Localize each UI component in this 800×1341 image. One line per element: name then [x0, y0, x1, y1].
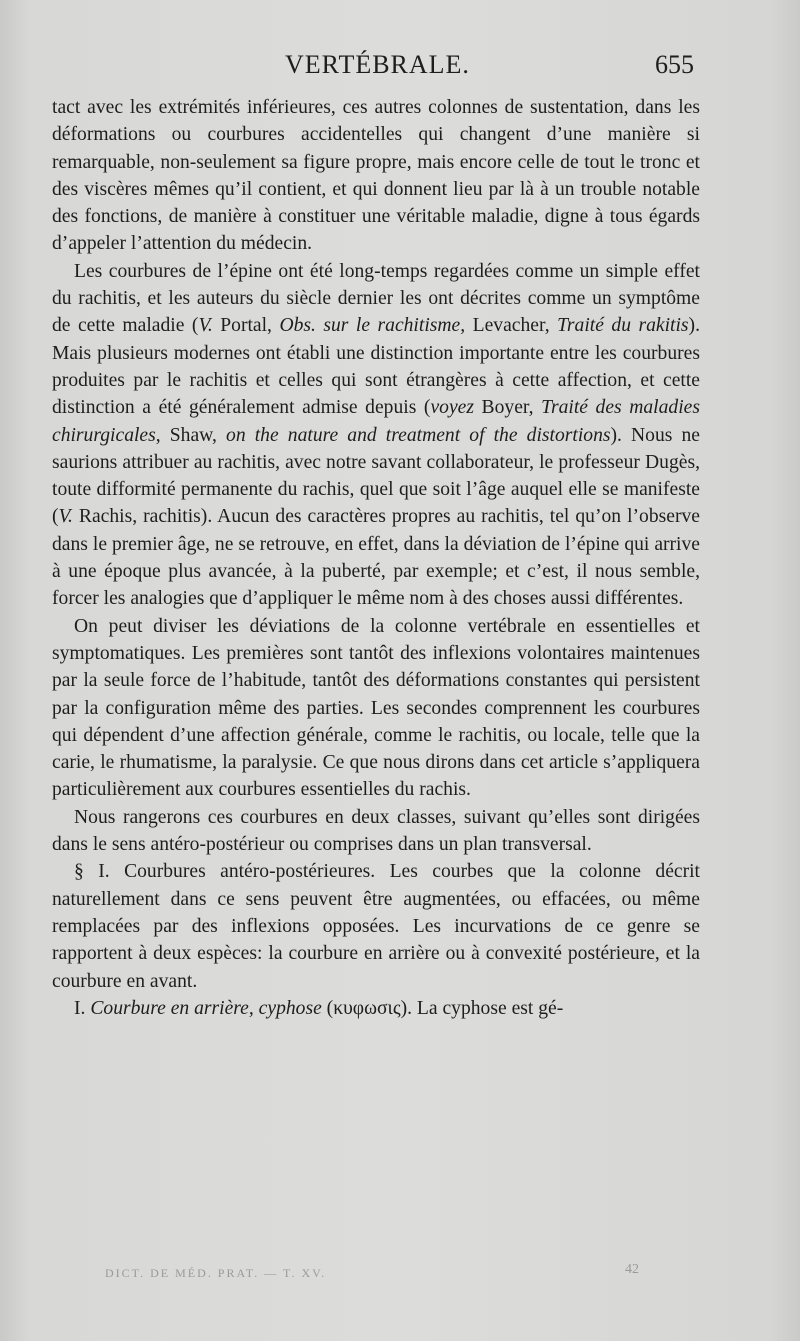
- text-run: (κυφωσις). La cyphose est gé-: [321, 997, 564, 1019]
- text-run: Nous rangerons ces courbures en deux classes, suivant qu’elles sont dirigées dans le sens antéro-postérieur ou comprises dans un plan transversal.: [52, 806, 700, 856]
- paragraph: [52, 258, 700, 613]
- text-run: On peut diviser les déviations de la colonne vertébrale en essentielles et symptomatiques. Les premières sont tantôt des inflexions volontaires maintenues par la seule force de l’habitude, tantôt des déformations constantes qui persistent par la configuration même des parties. Les secondes comprennent les courbures qui dépendent d’une affection générale, comme le rachitis, ou locale, telle que la carie, le rhumatisme, la paralysie. Ce que nous dirons dans cet article s’appliquera particulièrement aux courbures essentielles du rachis.: [52, 615, 700, 801]
- paragraph: [52, 804, 700, 859]
- paragraph: [52, 94, 700, 258]
- text-run: ). Nous ne saurions attribuer au rachitis, avec notre savant collaborateur, le professeur Dugès, toute difformité permanente du rachis, quel que soit l’âge auquel elle se manifeste (: [52, 424, 700, 528]
- text-run: Portal,: [212, 315, 280, 337]
- text-run: Boyer,: [473, 397, 542, 419]
- text-run: Les courbures de l’épine ont été long-temps regardées comme un simple effet du rachitis, et les auteurs du siècle dernier les ont décrites comme un symptôme de cette maladie (: [52, 260, 700, 337]
- text-run: , Shaw,: [155, 424, 227, 446]
- italic-text: voyez: [430, 397, 474, 419]
- italic-text: V.: [198, 315, 213, 337]
- running-title: VERTÉBRALE.: [285, 50, 470, 79]
- paragraph: [52, 613, 700, 804]
- text-run: Rachis, rachitis). Aucun des caractères propres au rachitis, tel qu’on l’observe dans le premier âge, ne se retrouve, en effet, dans la déviation de l’épine qui arrive à une époque plus avancée, à la puberté, par exemple; et c’est, il nous semble, forcer les analogies que d’appliquer le même nom à des choses aussi différentes.: [52, 506, 700, 610]
- text-run: ). Mais plusieurs modernes ont établi une distinction importante entre les courbures produites par le rachitis et celles qui sont étrangères à cette affection, et cette distinction a été généralement admise depuis (: [52, 315, 700, 419]
- italic-text: Obs. sur le rachitisme,: [279, 315, 466, 337]
- italic-text: Traité des maladies chirurgicales: [52, 397, 700, 446]
- body-text: [52, 94, 700, 1022]
- italic-text: Courbure en arrière, cyphose: [90, 997, 322, 1019]
- italic-text: on the nature and treatment of the distortions: [226, 424, 611, 446]
- signature-mark: DICT. DE MÉD. PRAT. — T. XV.: [105, 1266, 327, 1280]
- italic-text: V.: [58, 506, 73, 528]
- paragraph: [52, 995, 700, 1022]
- text-run: § I. Courbures antéro-postérieures. Les courbes que la colonne décrit naturellement dans ce sens peuvent être augmentées, ou effacées, ou même remplacées par des inflexions opposées. Les incurvations de ce genre se rapportent à deux espèces: la courbure en arrière ou à convexité postérieure, et la courbure en avant.: [52, 861, 700, 992]
- page-header: [0, 48, 800, 88]
- text-run: tact avec les extrémités inférieures, ces autres colonnes de sustentation, dans les déformations ou courbures accidentelles qui changent d’une manière si remarquable, non-seulement sa figure propre, mais encore celle de tout le tronc et des viscères mêmes qu’il contient, et qui donnent lieu par là à un trouble notable des fonctions, de manière à constituer une véritable maladie, digne à tous égards d’appeler l’attention du médecin.: [52, 97, 700, 255]
- text-run: I.: [74, 997, 91, 1019]
- paragraph: [52, 858, 700, 994]
- page-footer: [105, 1262, 665, 1281]
- text-run: Levacher,: [465, 315, 558, 337]
- italic-text: Traité du rakitis: [557, 315, 689, 337]
- sheet-mark: 42: [625, 1262, 639, 1277]
- page-number: 655: [655, 50, 694, 79]
